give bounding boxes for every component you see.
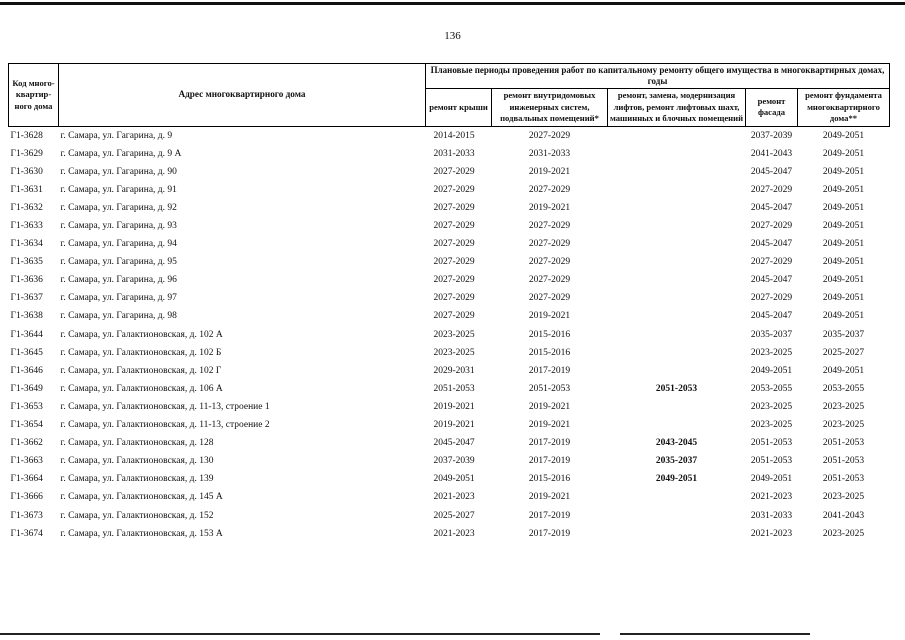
table-row — [9, 380, 890, 398]
cell-address: г. Самара, ул. Галактионовская, д. 106 А — [60, 383, 223, 394]
cell-address: г. Самара, ул. Галактионовская, д. 153 А — [60, 528, 223, 539]
cell-code: Г1-3646 — [10, 365, 43, 376]
cell-elevators — [608, 253, 746, 271]
cell-engineering: 2019-2021 — [528, 401, 571, 412]
cell-engineering: 2027-2029 — [492, 126, 608, 145]
cell-address: г. Самара, ул. Галактионовская, д. 102 А — [60, 329, 223, 340]
cell-elevators — [608, 344, 746, 362]
cell-engineering: 2015-2016 — [528, 347, 571, 358]
cell-engineering: 2019-2021 — [528, 202, 571, 213]
cell-foundation: 2035-2037 — [822, 329, 865, 340]
cell-roof: 2019-2021 — [433, 420, 475, 431]
cell-address: г. Самара, ул. Галактионовская, д. 152 — [60, 510, 214, 521]
cell-address: г. Самара, ул. Гагарина, д. 9 А — [60, 148, 182, 159]
cell-roof: 2029-2031 — [433, 365, 475, 376]
cell-code: Г1-3654 — [10, 420, 43, 431]
cell-roof: 2027-2029 — [433, 275, 475, 286]
cell-foundation: 2023-2025 — [822, 420, 865, 431]
cell-code: Г1-3637 — [10, 293, 43, 304]
cell-roof: 2027-2029 — [433, 257, 475, 268]
cell-engineering: 2031-2033 — [528, 148, 571, 159]
cell-foundation: 2049-2051 — [798, 126, 890, 145]
cell-facade: 2045-2047 — [750, 275, 793, 286]
cell-elevators — [608, 307, 746, 325]
capital-repair-table — [8, 63, 890, 543]
cell-address: г. Самара, ул. Гагарина, д. 98 — [60, 311, 177, 322]
header-elevators: ремонт, замена, модернизация лифтов, ремонт лифтовых шахт, машинных и блочных помещений — [608, 89, 746, 127]
cell-foundation: 2051-2053 — [822, 438, 865, 449]
cell-roof: 2025-2027 — [433, 510, 475, 521]
cell-code: Г1-3638 — [10, 311, 43, 322]
header-periods-group: Плановые периоды проведения работ по капитальному ремонту общего имущества в многоквартирных домах, годы — [426, 64, 890, 89]
cell-facade: 2027-2029 — [750, 221, 793, 232]
cell-elevators — [608, 289, 746, 307]
cell-roof: 2037-2039 — [433, 456, 475, 467]
cell-address: г. Самара, ул. Галактионовская, д. 128 — [60, 438, 214, 449]
table-row — [9, 126, 890, 145]
cell-code: Г1-3636 — [10, 275, 43, 286]
table-row — [9, 163, 890, 181]
cell-code: Г1-3645 — [10, 347, 43, 358]
cell-facade: 2049-2051 — [750, 474, 793, 485]
cell-elevators — [608, 488, 746, 506]
cell-code: Г1-3631 — [10, 184, 43, 195]
cell-foundation: 2049-2051 — [822, 257, 865, 268]
cell-address: г. Самара, ул. Галактионовская, д. 102 Б — [60, 347, 222, 358]
table-row — [9, 452, 890, 470]
cell-code: Г1-3663 — [10, 456, 43, 467]
cell-roof: 2027-2029 — [433, 239, 475, 250]
cell-foundation: 2049-2051 — [822, 184, 865, 195]
cell-address: г. Самара, ул. Галактионовская, д. 130 — [60, 456, 214, 467]
cell-code: Г1-3673 — [10, 510, 43, 521]
cell-engineering: 2019-2021 — [528, 420, 571, 431]
cell-facade: 2023-2025 — [750, 347, 793, 358]
cell-elevators — [608, 506, 746, 524]
cell-facade: 2045-2047 — [750, 166, 793, 177]
cell-code: Г1-3644 — [10, 329, 43, 340]
cell-foundation: 2049-2051 — [822, 293, 865, 304]
header-foundation: ремонт фундамента многоквартирного дома** — [798, 89, 890, 127]
table-row — [9, 145, 890, 163]
cell-foundation: 2041-2043 — [822, 510, 865, 521]
cell-roof: 2051-2053 — [433, 383, 475, 394]
cell-engineering: 2019-2021 — [528, 311, 571, 322]
cell-engineering: 2019-2021 — [528, 166, 571, 177]
cell-code: Г1-3630 — [10, 166, 43, 177]
cell-elevators: 2051-2053 — [655, 383, 698, 394]
cell-address: г. Самара, ул. Гагарина, д. 92 — [60, 202, 177, 213]
cell-roof: 2021-2023 — [433, 528, 475, 539]
cell-engineering: 2027-2029 — [528, 239, 571, 250]
cell-foundation: 2049-2051 — [822, 311, 865, 322]
cell-roof: 2027-2029 — [433, 166, 475, 177]
cell-address: г. Самара, ул. Гагарина, д. 94 — [60, 239, 177, 250]
cell-facade: 2021-2023 — [750, 528, 793, 539]
cell-engineering: 2027-2029 — [528, 257, 571, 268]
cell-roof: 2031-2033 — [433, 148, 475, 159]
bottom-rule — [620, 633, 810, 635]
cell-elevators — [608, 326, 746, 344]
cell-elevators — [608, 416, 746, 434]
cell-address: г. Самара, ул. Галактионовская, д. 11-13, строение 1 — [60, 401, 270, 412]
cell-facade: 2051-2053 — [750, 438, 793, 449]
header-engineering: ремонт внутридомовых инженерных систем, подвальных помещений* — [492, 89, 608, 127]
cell-engineering: 2027-2029 — [528, 221, 571, 232]
top-rule — [0, 2, 905, 5]
cell-engineering: 2015-2016 — [528, 474, 571, 485]
cell-address: г. Самара, ул. Гагарина, д. 90 — [60, 166, 177, 177]
table-row — [9, 289, 890, 307]
table-row — [9, 253, 890, 271]
cell-engineering: 2027-2029 — [528, 275, 571, 286]
table-row — [9, 344, 890, 362]
header-code: Код много-квартир-ного дома — [9, 64, 59, 127]
cell-foundation: 2049-2051 — [822, 202, 865, 213]
cell-foundation: 2023-2025 — [822, 492, 865, 503]
cell-elevators — [608, 126, 746, 145]
cell-code: Г1-3635 — [10, 257, 43, 268]
cell-elevators — [608, 145, 746, 163]
cell-address: г. Самара, ул. Гагарина, д. 97 — [60, 293, 177, 304]
cell-elevators — [608, 181, 746, 199]
cell-roof: 2021-2023 — [433, 492, 475, 503]
cell-roof: 2027-2029 — [433, 184, 475, 195]
cell-facade: 2023-2025 — [750, 420, 793, 431]
cell-foundation: 2051-2053 — [822, 474, 865, 485]
cell-elevators: 2035-2037 — [655, 456, 698, 467]
cell-facade: 2045-2047 — [750, 239, 793, 250]
table-header — [9, 64, 890, 127]
cell-elevators: 2043-2045 — [655, 438, 698, 449]
cell-facade: 2027-2029 — [750, 257, 793, 268]
table-row — [9, 416, 890, 434]
header-facade: ремонт фасада — [746, 89, 798, 127]
table-row — [9, 362, 890, 380]
cell-foundation: 2023-2025 — [822, 528, 865, 539]
cell-foundation: 2025-2027 — [822, 347, 865, 358]
cell-code: Г1-3653 — [10, 401, 43, 412]
cell-elevators — [608, 271, 746, 289]
cell-elevators: 2049-2051 — [655, 474, 698, 485]
cell-address: г. Самара, ул. Галактионовская, д. 139 — [60, 474, 214, 485]
cell-facade: 2041-2043 — [750, 148, 793, 159]
cell-code: Г1-3628 — [9, 126, 59, 145]
cell-facade: 2049-2051 — [750, 365, 793, 376]
table-row — [9, 488, 890, 506]
cell-code: Г1-3633 — [10, 221, 43, 232]
cell-roof: 2019-2021 — [433, 401, 475, 412]
cell-facade: 2027-2029 — [750, 184, 793, 195]
cell-engineering: 2017-2019 — [528, 510, 571, 521]
cell-facade: 2051-2053 — [750, 456, 793, 467]
cell-elevators — [608, 525, 746, 543]
cell-elevators — [608, 217, 746, 235]
cell-code: Г1-3674 — [10, 528, 43, 539]
cell-facade: 2023-2025 — [750, 401, 793, 412]
cell-roof: 2027-2029 — [433, 202, 475, 213]
cell-address: г. Самара, ул. Галактионовская, д. 102 Г — [60, 365, 222, 376]
table-row — [9, 217, 890, 235]
cell-facade: 2031-2033 — [750, 510, 793, 521]
cell-foundation: 2049-2051 — [822, 239, 865, 250]
table-row — [9, 181, 890, 199]
cell-elevators — [608, 398, 746, 416]
table-row — [9, 506, 890, 524]
cell-engineering: 2051-2053 — [528, 383, 571, 394]
cell-address: г. Самара, ул. Гагарина, д. 91 — [60, 184, 177, 195]
page-number: 136 — [444, 30, 461, 42]
cell-facade: 2053-2055 — [750, 383, 793, 394]
cell-code: Г1-3666 — [10, 492, 43, 503]
cell-facade: 2021-2023 — [750, 492, 793, 503]
cell-engineering: 2015-2016 — [528, 329, 571, 340]
cell-roof: 2045-2047 — [433, 438, 475, 449]
cell-foundation: 2049-2051 — [822, 148, 865, 159]
table-row — [9, 271, 890, 289]
cell-engineering: 2027-2029 — [528, 293, 571, 304]
cell-foundation: 2049-2051 — [822, 221, 865, 232]
cell-code: Г1-3662 — [10, 438, 43, 449]
table-row — [9, 326, 890, 344]
cell-roof: 2049-2051 — [433, 474, 475, 485]
cell-address: г. Самара, ул. Гагарина, д. 9 — [59, 126, 426, 145]
cell-address: г. Самара, ул. Гагарина, д. 95 — [60, 257, 177, 268]
cell-code: Г1-3629 — [10, 148, 43, 159]
cell-foundation: 2049-2051 — [822, 365, 865, 376]
cell-foundation: 2049-2051 — [822, 166, 865, 177]
cell-roof: 2014-2015 — [426, 126, 492, 145]
cell-elevators — [608, 199, 746, 217]
table-row — [9, 307, 890, 325]
cell-facade: 2037-2039 — [746, 126, 798, 145]
cell-engineering: 2017-2019 — [528, 438, 571, 449]
cell-address: г. Самара, ул. Галактионовская, д. 145 А — [60, 492, 223, 503]
cell-code: Г1-3634 — [10, 239, 43, 250]
cell-engineering: 2017-2019 — [528, 456, 571, 467]
cell-address: г. Самара, ул. Гагарина, д. 93 — [60, 221, 177, 232]
cell-roof: 2027-2029 — [433, 293, 475, 304]
cell-roof: 2027-2029 — [433, 311, 475, 322]
cell-code: Г1-3632 — [10, 202, 43, 213]
cell-engineering: 2019-2021 — [528, 492, 571, 503]
cell-facade: 2027-2029 — [750, 293, 793, 304]
cell-code: Г1-3664 — [10, 474, 43, 485]
cell-facade: 2045-2047 — [750, 311, 793, 322]
cell-foundation: 2023-2025 — [822, 401, 865, 412]
table-row — [9, 235, 890, 253]
bottom-rule — [0, 633, 600, 635]
cell-engineering: 2017-2019 — [528, 528, 571, 539]
cell-roof: 2023-2025 — [433, 347, 475, 358]
cell-address: г. Самара, ул. Гагарина, д. 96 — [60, 275, 177, 286]
cell-address: г. Самара, ул. Галактионовская, д. 11-13, строение 2 — [60, 420, 270, 431]
cell-elevators — [608, 235, 746, 253]
table-row — [9, 525, 890, 543]
cell-engineering: 2017-2019 — [528, 365, 571, 376]
cell-facade: 2045-2047 — [750, 202, 793, 213]
table-body — [9, 126, 890, 543]
cell-foundation: 2053-2055 — [822, 383, 865, 394]
table-row — [9, 199, 890, 217]
cell-elevators — [608, 362, 746, 380]
cell-foundation: 2051-2053 — [822, 456, 865, 467]
header-address: Адрес многоквартирного дома — [59, 64, 426, 127]
table-row — [9, 434, 890, 452]
table-row — [9, 470, 890, 488]
cell-foundation: 2049-2051 — [822, 275, 865, 286]
cell-facade: 2035-2037 — [750, 329, 793, 340]
cell-roof: 2023-2025 — [433, 329, 475, 340]
header-roof: ремонт крыши — [426, 89, 492, 127]
table-row — [9, 398, 890, 416]
cell-elevators — [608, 163, 746, 181]
cell-engineering: 2027-2029 — [528, 184, 571, 195]
cell-code: Г1-3649 — [10, 383, 43, 394]
cell-roof: 2027-2029 — [433, 221, 475, 232]
